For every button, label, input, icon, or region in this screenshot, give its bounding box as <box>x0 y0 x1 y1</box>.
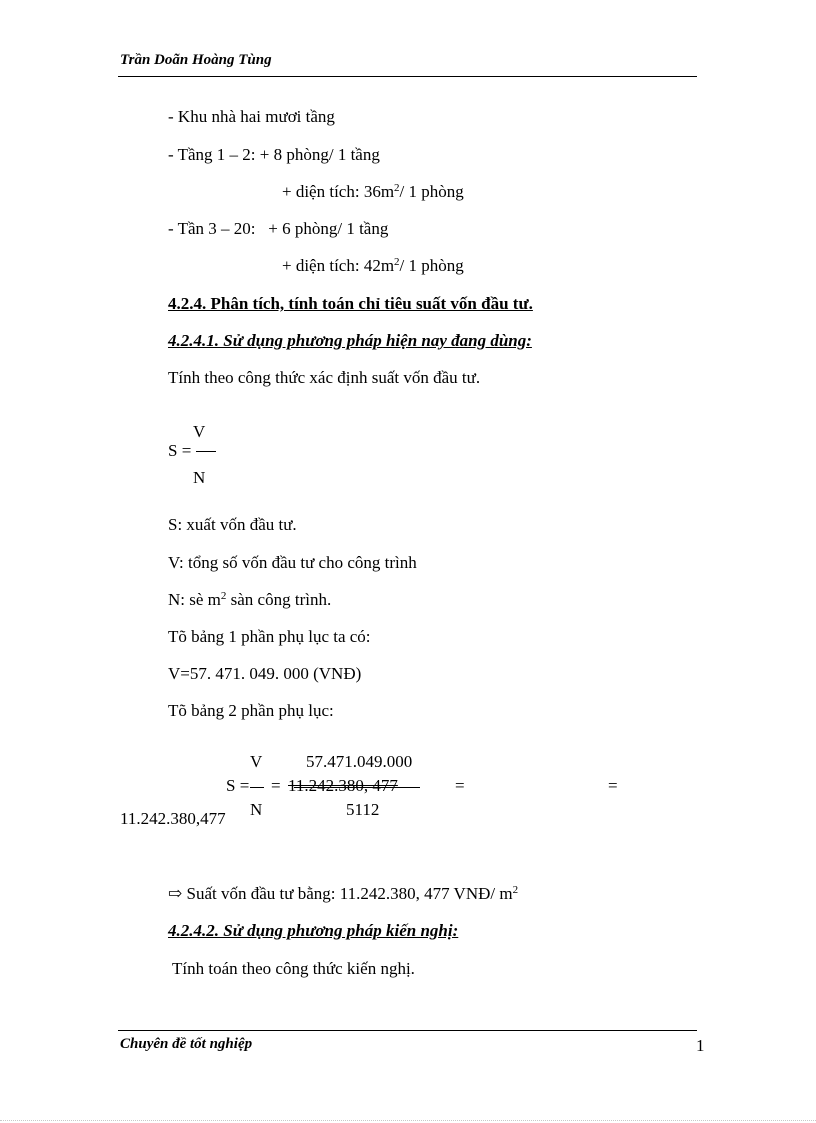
def-v: V: tổng số vốn đầu tư cho công trình <box>168 553 417 572</box>
heading-4-2-4-2: 4.2.4.2. Sử dụng phương pháp kiến nghị: <box>168 921 459 940</box>
line-dien-tich-42 <box>282 256 464 276</box>
formula2-fraction-line-2 <box>294 787 420 788</box>
footer-rule <box>118 1030 697 1031</box>
formula2-numerator-value: 57.471.049.000 <box>306 752 413 771</box>
dien-tich-36-sup: 2 <box>394 182 400 194</box>
formula2-lhs: S = <box>226 776 250 795</box>
heading-4-2-4-1: 4.2.4.1. Sử dụng phương pháp hiện nay đang dùng: <box>168 331 532 350</box>
intro-text-2: Tính toán theo công thức kiến nghị. <box>172 959 415 978</box>
formula1-denominator: N <box>193 468 206 487</box>
dien-tich-36-unit: / 1 phòng <box>399 182 464 201</box>
line-dien-tich-36 <box>282 182 464 202</box>
def-n-text: N: sè m <box>168 590 221 609</box>
formula2-equals-2: = <box>455 776 465 795</box>
intro-text-1: Tính theo công thức xác định suất vốn đầu tư. <box>168 368 481 387</box>
formula2-result: 11.242.380,477 <box>120 809 226 828</box>
formula1-lhs: S = <box>168 441 192 460</box>
line-tang-3-20: - Tần 3 – 20: + 6 phòng/ 1 tầng <box>168 219 389 238</box>
dien-tich-42-sup: 2 <box>394 256 400 268</box>
dien-tich-42-unit: / 1 phòng <box>399 256 464 275</box>
arrow-icon: ⇨ <box>168 884 183 903</box>
from-table-2: Tõ bảng 2 phần phụ lục: <box>168 701 334 720</box>
def-s: S: xuất vốn đầu tư. <box>168 515 297 534</box>
formula1-fraction-line <box>196 451 216 452</box>
formula2-mid-equals: = <box>271 776 281 795</box>
def-n-rest: sàn công trình. <box>226 590 332 609</box>
dien-tich-42-text: + diện tích: 42m <box>282 256 395 275</box>
formula2-denominator-value: 5112 <box>346 800 380 819</box>
def-n <box>168 590 331 610</box>
dien-tich-36-text: + diện tích: 36m <box>282 182 395 201</box>
formula2-numerator-v: V <box>250 752 263 771</box>
page-header-author: Trần Doãn Hoàng Tùng <box>120 52 272 68</box>
formula2-fraction-line-1 <box>250 787 264 788</box>
formula2-struck-value: 11.242.380, 477 <box>288 776 398 795</box>
page-number: 1 <box>696 1036 705 1055</box>
page-bottom-border <box>0 1120 816 1121</box>
heading-4-2-4: 4.2.4. Phân tích, tính toán chỉ tiêu suất vốn đầu tư. <box>168 294 533 313</box>
def-n-sup: 2 <box>220 590 227 602</box>
formula2-denominator-n: N <box>250 800 263 819</box>
formula1-numerator: V <box>193 422 206 441</box>
conclusion-sup: 2 <box>512 884 519 896</box>
line-khu-nha: - Khu nhà hai mươi tầng <box>168 107 335 126</box>
line-tang-1-2: - Tầng 1 – 2: + 8 phòng/ 1 tầng <box>168 145 380 164</box>
conclusion-line <box>168 884 518 904</box>
footer-title: Chuyên đề tốt nghiệp <box>120 1036 253 1052</box>
from-table-1: Tõ bảng 1 phần phụ lục ta có: <box>168 627 371 646</box>
formula2-equals-3: = <box>608 776 618 795</box>
v-value: V=57. 471. 049. 000 (VNĐ) <box>168 664 362 683</box>
conclusion-text: Suất vốn đầu tư bằng: 11.242.380, 477 VNĐ/ m <box>186 884 513 903</box>
header-rule <box>118 76 697 77</box>
